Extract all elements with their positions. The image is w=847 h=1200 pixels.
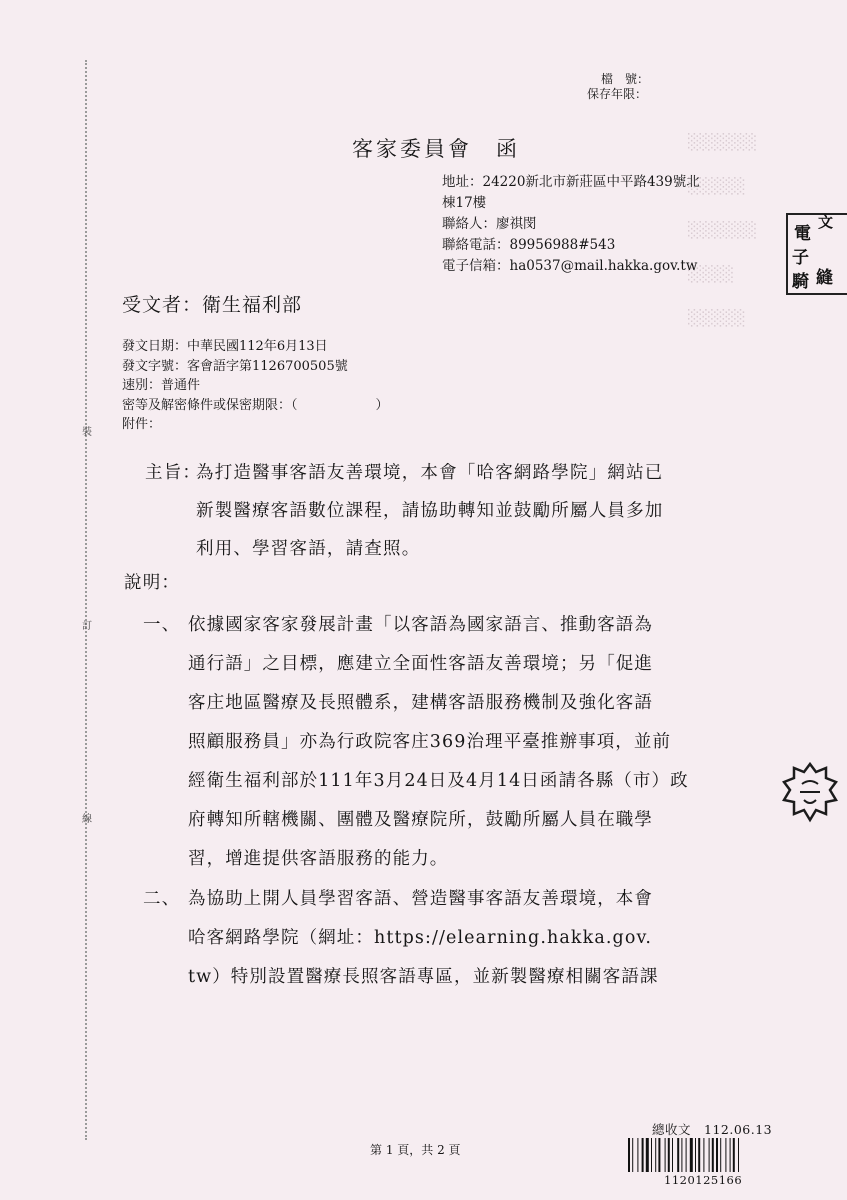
barcode-bar: [637, 1138, 638, 1172]
document-number: 發文字號：客會語字第1126700505號: [122, 358, 348, 374]
item-number: 二、: [143, 889, 181, 909]
barcode-bar: [642, 1138, 644, 1172]
barcode-bar: [738, 1138, 739, 1172]
barcode-bar: [709, 1138, 710, 1172]
stamp-char-4: 騎: [792, 272, 809, 292]
barcode-bar: [672, 1138, 673, 1172]
page-number: 第 1 頁，共 2 頁: [370, 1143, 461, 1157]
binding-mark-middle: 訂: [82, 621, 92, 632]
attachment: 附件：: [122, 417, 162, 432]
archive-info: [587, 72, 649, 102]
paragraph-line: 經衛生福利部於111年3月24日及4月14日函請各縣（市）政: [188, 771, 689, 791]
contact-person: 聯絡人：廖祺閔: [442, 216, 537, 232]
contact-phone: 聯絡電話：89956988#543: [442, 237, 616, 253]
paragraph-line: 府轉知所轄機關、團體及醫療院所，鼓勵所屬人員在職學: [188, 810, 653, 830]
file-number-label: 檔 號：: [600, 72, 649, 86]
barcode-bar: [655, 1138, 656, 1172]
paragraph-line: 為協助上開人員學習客語、營造醫事客語友善環境，本會: [188, 889, 653, 909]
binding-line: [85, 60, 87, 1140]
barcode-bar: [668, 1138, 670, 1172]
barcode-bar: [712, 1138, 714, 1172]
barcode-bar: [665, 1138, 666, 1172]
item-number: 一、: [143, 615, 181, 635]
subject-section: [145, 454, 664, 568]
subject-line: 利用、學習客語，請查照。: [196, 539, 421, 559]
barcode-bar: [733, 1138, 735, 1172]
stamp-char-2: 文: [818, 213, 834, 231]
barcode-bar: [651, 1138, 652, 1172]
barcode-bar: [716, 1138, 718, 1172]
barcode-bar: [658, 1138, 660, 1172]
subject-line: 為打造醫事客語友善環境，本會「哈客網路學院」網站已: [196, 463, 664, 483]
explanation-item-1: [143, 606, 689, 879]
barcode-bar: [703, 1138, 704, 1172]
barcode-bar: [695, 1138, 696, 1172]
barcode-bar: [725, 1138, 726, 1172]
delivery-speed: 速別：普通件: [122, 378, 201, 393]
stamp-char-5: 縫: [816, 268, 833, 288]
paragraph-line: 哈客網路學院（網址：https://elearning.hakka.gov.: [188, 928, 653, 948]
subject-line: 新製醫療客語數位課程，請協助轉知並鼓勵所屬人員多加: [196, 501, 664, 521]
barcode-bar: [698, 1138, 700, 1172]
received-date-stamp: 總收文 112.06.13: [652, 1122, 773, 1137]
barcode-bar: [646, 1138, 649, 1172]
retention-period-label: 保存年限：: [586, 87, 647, 101]
barcode-number: 1120125166: [664, 1173, 743, 1187]
paragraph-line: 客庄地區醫療及長照體系，建構客語服務機制及強化客語: [188, 693, 653, 713]
stamp-char-3: 子: [792, 248, 809, 268]
barcode-bar: [686, 1138, 687, 1172]
contact-email: 電子信箱：ha0537@mail.hakka.gov.tw: [442, 258, 698, 274]
document-meta: [122, 337, 389, 435]
gear-seal-icon: [780, 760, 840, 824]
barcode-bar: [632, 1138, 633, 1172]
paragraph-line: tw）特別設置醫療長照客語專區，並新製醫療相關客語課: [188, 967, 659, 987]
address-line-2: 棟17樓: [442, 195, 487, 211]
paragraph-line: 習，增進提供客語服務的能力。: [188, 849, 449, 869]
electronic-document-seal-stamp: [786, 213, 847, 295]
paragraph-line: 通行語」之目標，應建立全面性客語友善環境；另「促進: [188, 654, 653, 674]
barcode-bar: [677, 1138, 679, 1172]
barcode-bar: [730, 1138, 731, 1172]
recipient: 受文者：衛生福利部: [122, 294, 303, 316]
binding-mark-bottom: 線: [82, 814, 92, 825]
contact-block: [442, 172, 752, 277]
explanation-item-2: [143, 880, 659, 997]
security-level: 密等及解密條件或保密期限：（ ）: [122, 397, 389, 413]
barcode-bar: [628, 1138, 630, 1172]
address-line-1: 地址：24220新北市新莊區中平路439號北: [442, 174, 700, 190]
barcode-bar: [690, 1138, 693, 1172]
paragraph-line: 照顧服務員」亦為行政院客庄369治理平臺推辦事項，並前: [188, 732, 672, 752]
paragraph-line: 依據國家客家發展計畫「以客語為國家語言、推動客語為: [188, 615, 653, 635]
barcode-bar: [681, 1138, 682, 1172]
binding-mark-top: 裝: [82, 427, 92, 438]
issue-date: 發文日期：中華民國112年6月13日: [122, 339, 328, 354]
barcode-bar: [720, 1138, 721, 1172]
subject-label: 主旨：: [145, 463, 202, 483]
document-title: 客家委員會 函: [352, 137, 520, 161]
explanation-heading: 說明：: [124, 573, 181, 593]
barcode-icon: [626, 1138, 772, 1174]
stamp-char-1: 電: [794, 224, 811, 244]
bleed-through-texture: ░░░░░░ ░░░░░ ░░░░░░ ░░░░ ░░░░░: [688, 133, 758, 327]
